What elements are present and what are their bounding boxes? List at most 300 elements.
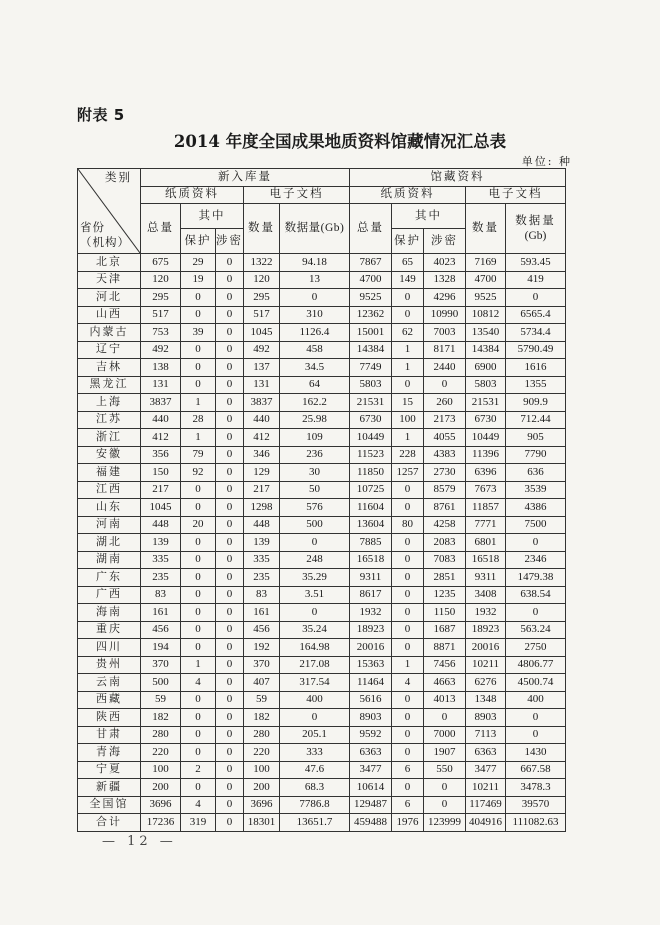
unit-label: 单位: 种 — [521, 155, 572, 168]
value-cell: 8171 — [424, 341, 466, 359]
value-cell: 0 — [216, 271, 244, 289]
value-cell: 4013 — [424, 691, 466, 709]
corner-province-line2: （机构） — [80, 237, 130, 249]
value-cell: 1479.38 — [506, 569, 566, 587]
value-cell: 15 — [392, 394, 424, 412]
value-cell: 2730 — [424, 464, 466, 482]
value-cell: 0 — [216, 376, 244, 394]
value-cell: 753 — [141, 324, 181, 342]
value-cell: 0 — [216, 516, 244, 534]
value-cell: 593.45 — [506, 254, 566, 272]
value-cell: 17236 — [141, 814, 181, 832]
value-cell: 335 — [244, 551, 280, 569]
value-cell: 1322 — [244, 254, 280, 272]
table-row — [78, 674, 566, 692]
value-cell: 8617 — [350, 586, 392, 604]
value-cell: 4500.74 — [506, 674, 566, 692]
province-cell: 浙江 — [78, 429, 141, 447]
value-cell: 563.24 — [506, 621, 566, 639]
value-cell: 0 — [392, 569, 424, 587]
value-cell: 0 — [280, 289, 350, 307]
header-col-protected: 保护 — [392, 229, 424, 254]
value-cell: 220 — [244, 744, 280, 762]
value-cell: 164.98 — [280, 639, 350, 657]
value-cell: 109 — [280, 429, 350, 447]
value-cell: 12362 — [350, 306, 392, 324]
province-cell: 上海 — [78, 394, 141, 412]
value-cell: 0 — [216, 796, 244, 814]
table-row — [78, 306, 566, 324]
value-cell: 10449 — [350, 429, 392, 447]
value-cell: 8761 — [424, 499, 466, 517]
value-cell: 317.54 — [280, 674, 350, 692]
value-cell: 356 — [141, 446, 181, 464]
table-row — [78, 254, 566, 272]
value-cell: 10211 — [466, 656, 506, 674]
value-cell: 194 — [141, 639, 181, 657]
value-cell: 4663 — [424, 674, 466, 692]
value-cell: 576 — [280, 499, 350, 517]
value-cell: 14384 — [350, 341, 392, 359]
header-new-paper: 纸质资料 — [141, 186, 244, 204]
value-cell: 5616 — [350, 691, 392, 709]
value-cell: 236 — [280, 446, 350, 464]
value-cell: 8903 — [350, 709, 392, 727]
value-cell: 0 — [392, 709, 424, 727]
value-cell: 1 — [181, 429, 216, 447]
value-cell: 0 — [506, 604, 566, 622]
province-cell: 山东 — [78, 499, 141, 517]
value-cell: 18923 — [466, 621, 506, 639]
table-row — [78, 744, 566, 762]
value-cell: 18923 — [350, 621, 392, 639]
value-cell: 11857 — [466, 499, 506, 517]
value-cell: 16518 — [466, 551, 506, 569]
value-cell: 149 — [392, 271, 424, 289]
province-cell: 江西 — [78, 481, 141, 499]
value-cell: 1045 — [244, 324, 280, 342]
value-cell: 248 — [280, 551, 350, 569]
value-cell: 0 — [181, 709, 216, 727]
value-cell: 0 — [216, 429, 244, 447]
province-cell: 西藏 — [78, 691, 141, 709]
province-cell: 合计 — [78, 814, 141, 832]
value-cell: 4 — [392, 674, 424, 692]
table-row — [78, 429, 566, 447]
province-cell: 宁夏 — [78, 761, 141, 779]
value-cell: 3408 — [466, 586, 506, 604]
value-cell: 4383 — [424, 446, 466, 464]
value-cell: 0 — [506, 726, 566, 744]
value-cell: 7113 — [466, 726, 506, 744]
value-cell: 13651.7 — [280, 814, 350, 832]
value-cell: 14384 — [466, 341, 506, 359]
table-row — [78, 271, 566, 289]
value-cell: 3696 — [244, 796, 280, 814]
value-cell: 0 — [216, 499, 244, 517]
value-cell: 0 — [392, 551, 424, 569]
value-cell: 0 — [392, 604, 424, 622]
province-cell: 江苏 — [78, 411, 141, 429]
table-row — [78, 481, 566, 499]
header-new-classified: 涉密 — [216, 229, 244, 254]
value-cell: 4023 — [424, 254, 466, 272]
value-cell: 92 — [181, 464, 216, 482]
value-cell: 131 — [141, 376, 181, 394]
value-cell: 0 — [181, 306, 216, 324]
value-cell: 83 — [141, 586, 181, 604]
value-cell: 64 — [280, 376, 350, 394]
value-cell: 905 — [506, 429, 566, 447]
value-cell: 333 — [280, 744, 350, 762]
summary-table — [77, 168, 566, 832]
value-cell: 182 — [141, 709, 181, 727]
value-cell: 1045 — [141, 499, 181, 517]
value-cell: 0 — [392, 691, 424, 709]
value-cell: 182 — [244, 709, 280, 727]
value-cell: 1976 — [392, 814, 424, 832]
value-cell: 280 — [244, 726, 280, 744]
value-cell: 4 — [181, 674, 216, 692]
value-cell: 0 — [280, 604, 350, 622]
value-cell: 0 — [216, 534, 244, 552]
value-cell: 7786.8 — [280, 796, 350, 814]
value-cell: 0 — [392, 586, 424, 604]
value-cell: 3477 — [466, 761, 506, 779]
table-row — [78, 709, 566, 727]
table-header — [78, 169, 566, 254]
value-cell: 0 — [181, 341, 216, 359]
value-cell: 235 — [141, 569, 181, 587]
value-cell: 0 — [181, 499, 216, 517]
value-cell: 129 — [244, 464, 280, 482]
value-cell: 6801 — [466, 534, 506, 552]
value-cell: 4 — [181, 796, 216, 814]
value-cell: 0 — [181, 569, 216, 587]
value-cell: 0 — [424, 796, 466, 814]
value-cell: 94.18 — [280, 254, 350, 272]
value-cell: 3477 — [350, 761, 392, 779]
value-cell: 0 — [216, 569, 244, 587]
value-cell: 667.58 — [506, 761, 566, 779]
value-cell: 0 — [216, 551, 244, 569]
value-cell: 492 — [141, 341, 181, 359]
province-cell: 贵州 — [78, 656, 141, 674]
value-cell: 34.5 — [280, 359, 350, 377]
value-cell: 10449 — [466, 429, 506, 447]
province-cell: 辽宁 — [78, 341, 141, 359]
value-cell: 1298 — [244, 499, 280, 517]
value-cell: 139 — [141, 534, 181, 552]
value-cell: 65 — [392, 254, 424, 272]
province-cell: 山西 — [78, 306, 141, 324]
value-cell: 0 — [280, 709, 350, 727]
value-cell: 419 — [506, 271, 566, 289]
value-cell: 20016 — [466, 639, 506, 657]
value-cell: 0 — [181, 779, 216, 797]
province-cell: 陕西 — [78, 709, 141, 727]
value-cell: 35.29 — [280, 569, 350, 587]
province-cell: 新疆 — [78, 779, 141, 797]
value-cell: 1687 — [424, 621, 466, 639]
value-cell: 6730 — [466, 411, 506, 429]
value-cell: 0 — [216, 359, 244, 377]
value-cell: 3837 — [141, 394, 181, 412]
corner-province-line1: 省份 — [80, 222, 105, 234]
value-cell: 0 — [216, 306, 244, 324]
value-cell: 39570 — [506, 796, 566, 814]
value-cell: 4296 — [424, 289, 466, 307]
value-cell: 407 — [244, 674, 280, 692]
value-cell: 0 — [216, 621, 244, 639]
value-cell: 13604 — [350, 516, 392, 534]
value-cell: 0 — [216, 464, 244, 482]
value-cell: 335 — [141, 551, 181, 569]
value-cell: 456 — [244, 621, 280, 639]
value-cell: 0 — [392, 621, 424, 639]
province-cell: 福建 — [78, 464, 141, 482]
value-cell: 1150 — [424, 604, 466, 622]
value-cell: 1616 — [506, 359, 566, 377]
value-cell: 6276 — [466, 674, 506, 692]
value-cell: 0 — [216, 481, 244, 499]
value-cell: 235 — [244, 569, 280, 587]
province-cell: 广东 — [78, 569, 141, 587]
value-cell: 0 — [181, 376, 216, 394]
value-cell: 0 — [181, 551, 216, 569]
value-cell: 675 — [141, 254, 181, 272]
value-cell: 0 — [181, 621, 216, 639]
value-cell: 0 — [216, 761, 244, 779]
value-cell: 0 — [216, 586, 244, 604]
value-cell: 1907 — [424, 744, 466, 762]
value-cell: 440 — [244, 411, 280, 429]
value-cell: 7771 — [466, 516, 506, 534]
header-new-of-which: 其中 — [181, 204, 244, 229]
province-cell: 安徽 — [78, 446, 141, 464]
corner-header — [78, 169, 141, 254]
value-cell: 59 — [244, 691, 280, 709]
value-cell: 0 — [506, 709, 566, 727]
value-cell: 4700 — [350, 271, 392, 289]
value-cell: 2750 — [506, 639, 566, 657]
value-cell: 400 — [506, 691, 566, 709]
value-cell: 83 — [244, 586, 280, 604]
value-cell: 1430 — [506, 744, 566, 762]
province-cell: 黑龙江 — [78, 376, 141, 394]
table-row — [78, 411, 566, 429]
value-cell: 10211 — [466, 779, 506, 797]
table-row — [78, 779, 566, 797]
value-cell: 0 — [181, 639, 216, 657]
value-cell: 0 — [392, 534, 424, 552]
value-cell: 8579 — [424, 481, 466, 499]
value-cell: 1235 — [424, 586, 466, 604]
value-cell: 400 — [280, 691, 350, 709]
value-cell: 7000 — [424, 726, 466, 744]
header-col-e-volume — [506, 204, 566, 254]
value-cell: 0 — [392, 289, 424, 307]
value-cell: 2440 — [424, 359, 466, 377]
value-cell: 0 — [392, 779, 424, 797]
value-cell: 1257 — [392, 464, 424, 482]
table-row — [78, 796, 566, 814]
value-cell: 500 — [141, 674, 181, 692]
value-cell: 15001 — [350, 324, 392, 342]
value-cell: 0 — [506, 289, 566, 307]
value-cell: 7867 — [350, 254, 392, 272]
table-row — [78, 814, 566, 832]
value-cell: 909.9 — [506, 394, 566, 412]
value-cell: 100 — [392, 411, 424, 429]
value-cell: 59 — [141, 691, 181, 709]
table-row — [78, 289, 566, 307]
value-cell: 0 — [216, 289, 244, 307]
value-cell: 1 — [392, 429, 424, 447]
header-col-e-volume-line1: 数据量 — [515, 214, 556, 227]
value-cell: 1 — [392, 359, 424, 377]
value-cell: 6730 — [350, 411, 392, 429]
value-cell: 29 — [181, 254, 216, 272]
value-cell: 3696 — [141, 796, 181, 814]
header-col-e-volume-line2: (Gb) — [524, 229, 547, 242]
value-cell: 0 — [181, 289, 216, 307]
value-cell: 458 — [280, 341, 350, 359]
table-row — [78, 656, 566, 674]
value-cell: 0 — [216, 674, 244, 692]
value-cell: 7500 — [506, 516, 566, 534]
value-cell: 20 — [181, 516, 216, 534]
value-cell: 8871 — [424, 639, 466, 657]
table-row — [78, 604, 566, 622]
page-number: — 12 — — [102, 834, 177, 849]
value-cell: 1932 — [350, 604, 392, 622]
corner-category-label: 类别 — [105, 172, 132, 184]
value-cell: 11396 — [466, 446, 506, 464]
value-cell: 1 — [392, 656, 424, 674]
value-cell: 280 — [141, 726, 181, 744]
value-cell: 220 — [141, 744, 181, 762]
value-cell: 131 — [244, 376, 280, 394]
value-cell: 79 — [181, 446, 216, 464]
value-cell: 9311 — [350, 569, 392, 587]
value-cell: 200 — [141, 779, 181, 797]
value-cell: 137 — [244, 359, 280, 377]
table-row — [78, 621, 566, 639]
value-cell: 7673 — [466, 481, 506, 499]
value-cell: 7885 — [350, 534, 392, 552]
value-cell: 448 — [244, 516, 280, 534]
value-cell: 192 — [244, 639, 280, 657]
value-cell: 217 — [141, 481, 181, 499]
value-cell: 7169 — [466, 254, 506, 272]
table-row — [78, 534, 566, 552]
province-cell: 重庆 — [78, 621, 141, 639]
value-cell: 1328 — [424, 271, 466, 289]
value-cell: 448 — [141, 516, 181, 534]
value-cell: 0 — [216, 709, 244, 727]
value-cell: 111082.63 — [506, 814, 566, 832]
value-cell: 7456 — [424, 656, 466, 674]
value-cell: 0 — [216, 691, 244, 709]
table-row — [78, 639, 566, 657]
value-cell: 161 — [244, 604, 280, 622]
value-cell: 0 — [181, 691, 216, 709]
value-cell: 1 — [392, 341, 424, 359]
value-cell: 47.6 — [280, 761, 350, 779]
value-cell: 6 — [392, 761, 424, 779]
province-cell: 内蒙古 — [78, 324, 141, 342]
value-cell: 39 — [181, 324, 216, 342]
value-cell: 7083 — [424, 551, 466, 569]
value-cell: 100 — [141, 761, 181, 779]
value-cell: 295 — [141, 289, 181, 307]
value-cell: 260 — [424, 394, 466, 412]
value-cell: 456 — [141, 621, 181, 639]
value-cell: 0 — [392, 639, 424, 657]
value-cell: 0 — [216, 744, 244, 762]
value-cell: 0 — [181, 604, 216, 622]
value-cell: 712.44 — [506, 411, 566, 429]
header-col-paper-total: 总量 — [350, 204, 392, 254]
table-row — [78, 341, 566, 359]
province-cell: 云南 — [78, 674, 141, 692]
value-cell: 0 — [216, 254, 244, 272]
value-cell: 123999 — [424, 814, 466, 832]
value-cell: 6 — [392, 796, 424, 814]
value-cell: 11464 — [350, 674, 392, 692]
table-row — [78, 761, 566, 779]
value-cell: 0 — [216, 446, 244, 464]
value-cell: 3539 — [506, 481, 566, 499]
value-cell: 2851 — [424, 569, 466, 587]
value-cell: 638.54 — [506, 586, 566, 604]
value-cell: 517 — [141, 306, 181, 324]
header-collection: 馆藏资料 — [350, 169, 566, 187]
value-cell: 150 — [141, 464, 181, 482]
value-cell: 5790.49 — [506, 341, 566, 359]
value-cell: 2 — [181, 761, 216, 779]
province-cell: 青海 — [78, 744, 141, 762]
value-cell: 500 — [280, 516, 350, 534]
header-col-electronic: 电子文档 — [466, 186, 566, 204]
value-cell: 10614 — [350, 779, 392, 797]
value-cell: 5803 — [350, 376, 392, 394]
header-col-e-count: 数量 — [466, 204, 506, 254]
value-cell: 35.24 — [280, 621, 350, 639]
value-cell: 459488 — [350, 814, 392, 832]
value-cell: 3478.3 — [506, 779, 566, 797]
value-cell: 19 — [181, 271, 216, 289]
value-cell: 412 — [141, 429, 181, 447]
value-cell: 30 — [280, 464, 350, 482]
value-cell: 0 — [506, 534, 566, 552]
value-cell: 6900 — [466, 359, 506, 377]
value-cell: 0 — [424, 779, 466, 797]
value-cell: 4806.77 — [506, 656, 566, 674]
value-cell: 120 — [141, 271, 181, 289]
value-cell: 0 — [216, 411, 244, 429]
value-cell: 0 — [280, 534, 350, 552]
value-cell: 11604 — [350, 499, 392, 517]
value-cell: 15363 — [350, 656, 392, 674]
value-cell: 295 — [244, 289, 280, 307]
value-cell: 10990 — [424, 306, 466, 324]
value-cell: 13540 — [466, 324, 506, 342]
value-cell: 100 — [244, 761, 280, 779]
value-cell: 11523 — [350, 446, 392, 464]
value-cell: 0 — [392, 744, 424, 762]
